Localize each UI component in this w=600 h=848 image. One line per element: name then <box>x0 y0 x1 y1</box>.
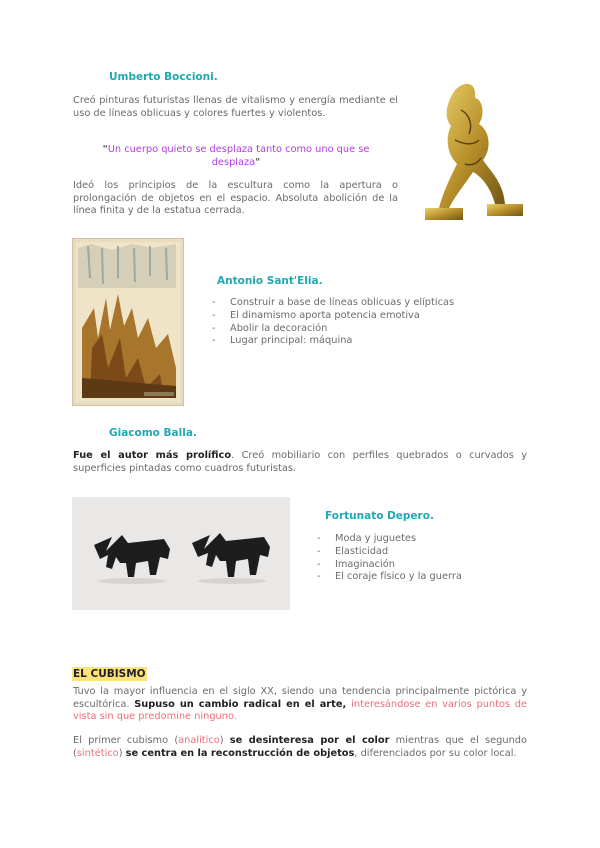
cubismo-p1-text: Tuvo la mayor influencia en el siglo XX, siendo una tendencia principalmente pictórica y escultórica. <box>73 686 527 710</box>
sintetico-term: sintético <box>76 747 119 759</box>
analitico-term: analítico <box>178 735 220 746</box>
cubismo-heading-text: EL CUBISMO <box>73 668 146 680</box>
cubismo-p2-text: mientras que el segundo ( <box>73 735 527 759</box>
cubismo-p2-text: El primer cubismo ( <box>73 735 179 746</box>
balla-paragraph <box>73 450 527 475</box>
list-item: - El coraje físico y la guerra <box>317 571 537 584</box>
cubismo-heading <box>72 662 147 681</box>
cubismo-p2-bold: se centra en la reconstrucción de objetos <box>125 747 355 759</box>
balla-rest-text: . Creó mobiliario con perfiles quebrados o curvados y superficies pintadas como cuadros futuristas. <box>73 450 527 474</box>
boccioni-paragraph-2: Ideó los principios de la escultura como la apertura o prolongación de objetos en el espacio. Absoluta abolición de la línea finita y de la estatua cerrada. <box>73 180 398 217</box>
cubismo-paragraph-2 <box>73 735 527 760</box>
list-item: - Lugar principal: máquina <box>212 335 512 348</box>
list-item: - Imaginación <box>317 559 537 572</box>
balla-heading: Giacomo Balla. <box>109 427 197 439</box>
cubismo-p1-highlight: interesándose en varios puntos de vista sin que predomine ninguno. <box>73 698 527 723</box>
santelia-heading: Antonio Sant'Elia. <box>217 275 323 287</box>
boccioni-quote <box>86 144 386 169</box>
boccioni-sculpture-image <box>425 80 525 225</box>
list-item: - Elasticidad <box>317 546 537 559</box>
balla-bold-text: Fue el autor más prolífico <box>73 450 232 461</box>
cubismo-p2-text: ) <box>219 735 230 746</box>
cubismo-p2-text: , diferenciados por su color local. <box>354 747 517 759</box>
santelia-list <box>212 297 512 348</box>
quote-close-mark: " <box>255 156 261 168</box>
cubismo-p2-text: ) <box>118 747 126 759</box>
cubismo-p2-bold: se desinteresa por el color <box>229 735 390 746</box>
list-item: - El dinamismo aporta potencia emotiva <box>212 310 512 323</box>
boccioni-heading: Umberto Boccioni. <box>109 71 218 83</box>
quote-text: Un cuerpo quieto se desplaza tanto como uno que se desplaza <box>107 144 370 168</box>
quote-open-mark: " <box>102 144 108 155</box>
cubismo-paragraph-1 <box>73 686 527 724</box>
cubismo-p1-bold: Supuso un cambio radical en el arte, <box>134 698 352 710</box>
santelia-painting-image <box>72 238 184 406</box>
boccioni-paragraph-1: Creó pinturas futuristas llenas de vitalismo y energía mediante el uso de líneas oblicuas y colores fuertes y violentos. <box>73 95 398 119</box>
depero-heading: Fortunato Depero. <box>325 510 434 522</box>
list-item: - Abolir la decoración <box>212 323 512 336</box>
depero-list <box>317 533 537 584</box>
depero-toys-image <box>72 497 290 610</box>
list-item: - Construir a base de líneas oblicuas y elípticas <box>212 297 512 310</box>
list-item: - Moda y juguetes <box>317 533 537 546</box>
